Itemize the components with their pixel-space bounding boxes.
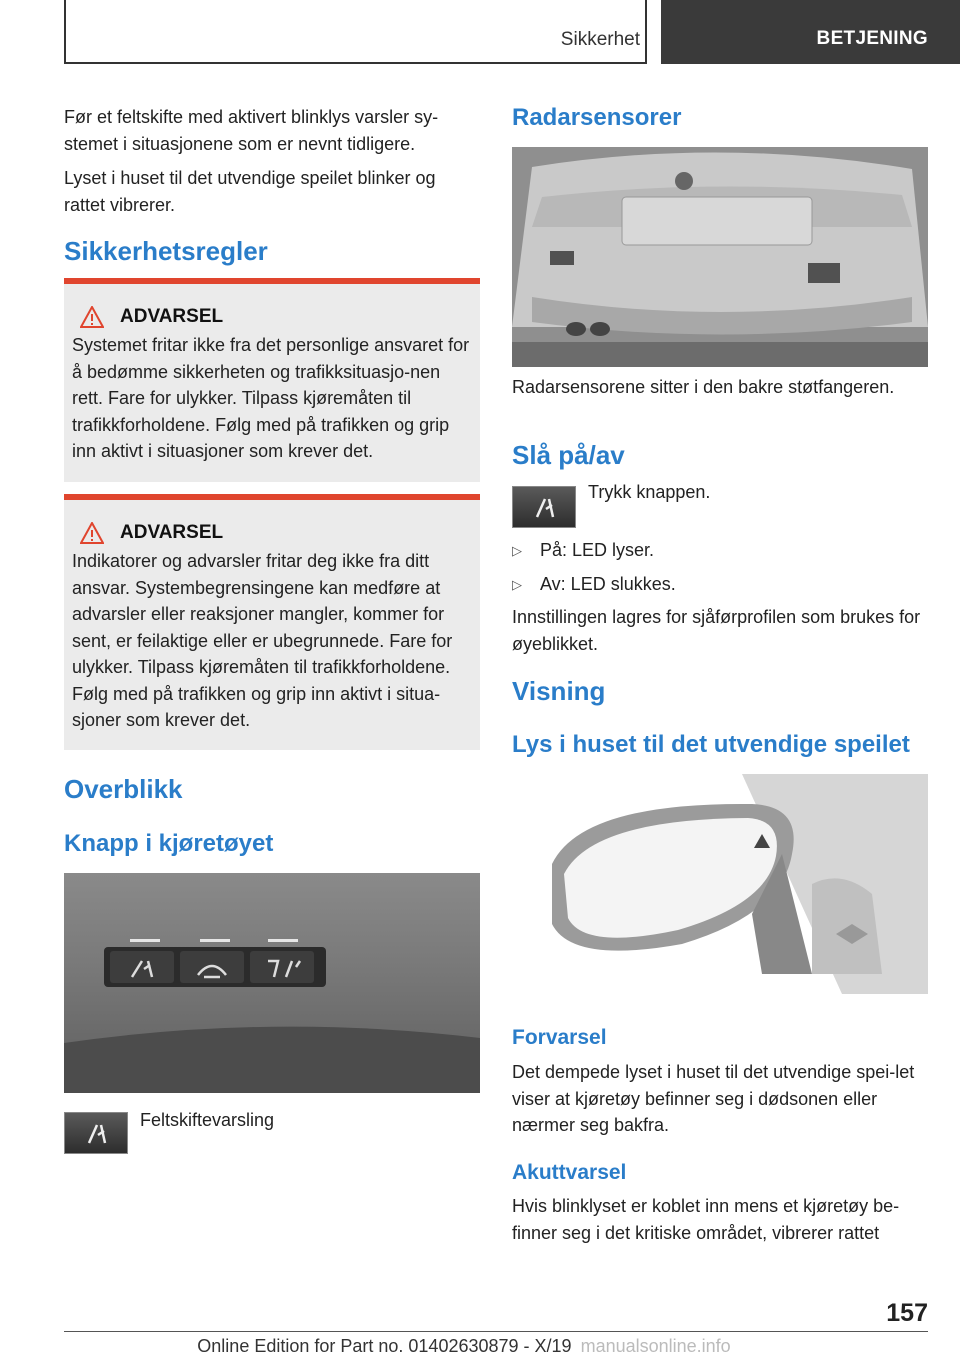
intro-paragraph-2: Lyset i huset til det utvendige speilet blinker og rattet vibrerer. [64,168,436,215]
footer-edition-text: Online Edition for Part no. 01402630879 - X/19 [197,1336,572,1356]
car-rear-image [512,147,928,367]
overview-heading: Overblikk [64,774,183,804]
prewarn-heading: Forvarsel [512,1026,607,1049]
list-item: ▷ På: LED lyser. [512,537,928,565]
footer-watermark: manualsonline.info [580,1336,731,1356]
lane-change-button-icon [64,1112,128,1154]
warning-triangle-icon [80,522,104,544]
button-heading: Knapp i kjøretøyet [64,830,274,857]
footer-divider [64,1331,928,1332]
footer-edition [0,1336,928,1357]
acute-text: Hvis blinklyset er koblet inn mens et kjøretøy be-finner seg i det kritiske området, vibrerer rattet [512,1196,900,1243]
mirror-image [512,774,928,994]
warning-title: ADVARSEL [120,522,224,543]
onoff-note: Innstillingen lagres for sjåførprofilen som brukes for øyeblikket. [512,607,921,654]
radar-caption: Radarsensorene sitter i den bakre støtfangeren. [512,377,895,397]
acute-text-block [512,1193,928,1246]
warning-title: ADVARSEL [120,306,224,327]
warning-box-2 [64,494,480,750]
triangle-bullet-icon: ▷ [512,543,522,558]
list-item: ▷ Av: LED slukkes. [512,571,928,599]
mirror-heading: Lys i huset til det utvendige speilet [512,731,910,758]
intro-text [64,104,480,218]
warning-triangle-icon [80,306,104,328]
onoff-instruction: Trykk knappen. [588,482,711,502]
safety-heading: Sikkerhetsregler [64,236,268,266]
page-number: 157 [886,1299,928,1327]
header-section-title: Sikkerhet [560,29,640,50]
onoff-heading: Slå på/av [512,440,625,470]
button-caption: Feltskiftevarsling [140,1110,275,1130]
prewarn-text-block [512,1059,928,1139]
radar-heading: Radarsensorer [512,104,682,131]
warning-box-1 [64,278,480,482]
lane-change-button-icon [512,486,576,528]
display-heading: Visning [512,676,606,706]
header-chapter-tab: BETJENING [661,0,960,64]
warning-text: Indikatorer og advarsler fritar deg ikke fra ditt ansvar. Systembegrensingene kan medføre at advarsler eller reaksjoner mangler, kommer for sent, er feilaktige eller er ubegrunnede. Fare for ulykker. Tilpass kjøremåten til trafikkforholdene. Følg med på trafikken og grip inn aktivt i situa-sjoner som krever det. [72,551,453,730]
acute-heading: Akuttvarsel [512,1161,627,1184]
intro-paragraph-1: Før et feltskifte med aktivert blinklys varsler sy-stemet i situasjonene som er nevnt tidligere. [64,107,439,154]
onoff-bullet-list [512,537,928,657]
button-panel-image [64,873,480,1093]
warning-text: Systemet fritar ikke fra det personlige ansvaret for å bedømme sikkerheten og trafikksituasjo-nen rett. Fare for ulykker. Tilpass kjøremåten til trafikkforholdene. Følg med på trafikken og grip inn aktivt i situasjoner som krever det. [72,335,470,461]
prewarn-text: Det dempede lyset i huset til det utvendige spei-let viser at kjøretøy befinner seg i dødsonen eller nærmer seg bakfra. [512,1062,915,1135]
triangle-bullet-icon: ▷ [512,576,522,592]
